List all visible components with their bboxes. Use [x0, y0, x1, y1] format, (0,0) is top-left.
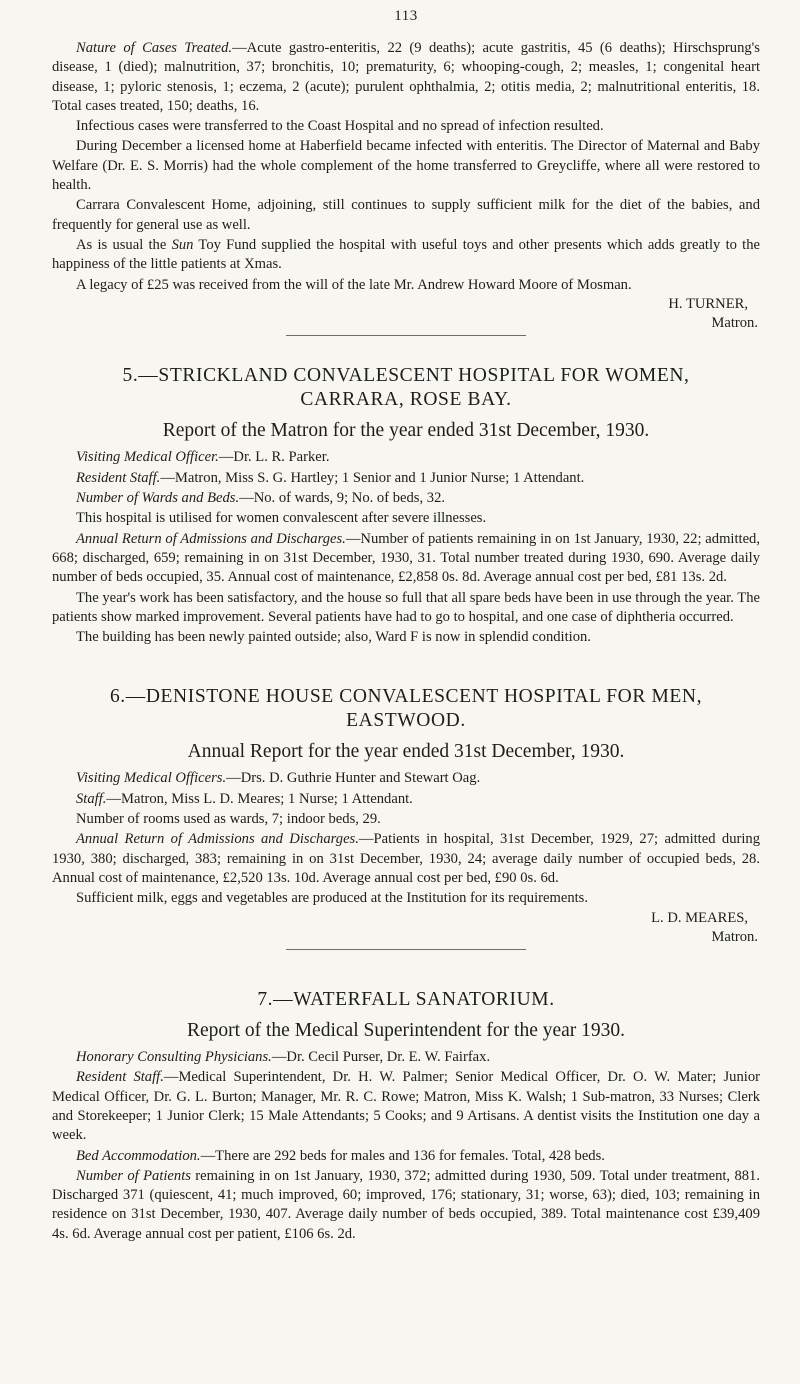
annual-return-paragraph — [52, 530, 760, 588]
nature-of-cases-text: —Acute gastro-enteritis, 22 (9 deaths); acute gastritis, 45 (6 deaths); Hirschsprung's disease, 1 (died); malnutrition, 37; bronchitis, 10; prematurity, 6; whooping-cough, 2; measles, 1; congenital heart disease, 1; pyloric stenosis, 1; eczema, 2 (acute); purulent ophthalmia, 2; otitis media, 2; malnutritional enteritis, 18. Total cases treated, 150; deaths, 16. — [52, 40, 760, 114]
visiting-officer-paragraph — [52, 448, 760, 467]
visiting-officers-paragraph — [52, 769, 760, 788]
wards-beds-label: Number of Wards and Beds. — [76, 490, 240, 507]
section-divider — [286, 335, 526, 336]
resident-staff-label: Resident Staff. — [76, 1069, 164, 1086]
section-5 — [52, 364, 760, 647]
utilised-paragraph: This hospital is utilised for women convalescent after severe illnesses. — [76, 510, 487, 527]
consulting-physicians-text: —Dr. Cecil Purser, Dr. E. W. Fairfax. — [271, 1049, 491, 1066]
signature-title: Matron. — [711, 315, 758, 332]
signature-title: Matron. — [711, 928, 758, 945]
work-paragraph: The year's work has been satisfactory, and the house so full that all spare beds have been in use through the year. The patients show marked improvement. Several patients have had to go to hospital, and one case of diphtheria occurred. — [52, 589, 760, 625]
visiting-officers-label: Visiting Medical Officers. — [76, 770, 227, 787]
signature-name: H. TURNER, — [668, 295, 748, 312]
section-6-title-line2: EASTWOOD. — [346, 710, 466, 732]
visiting-officers-text: —Drs. D. Guthrie Hunter and Stewart Oag. — [226, 770, 481, 787]
milk-paragraph: Sufficient milk, eggs and vegetables are produced at the Institution for its requirements. — [76, 890, 588, 907]
patients-paragraph — [52, 1167, 760, 1244]
nature-of-cases-label: Nature of Cases Treated. — [76, 40, 233, 56]
section-6-subtitle: Annual Report for the year ended 31st December, 1930. — [187, 741, 625, 763]
signature-name: L. D. MEARES, — [651, 909, 748, 926]
building-paragraph: The building has been newly painted outside; also, Ward F is now in splendid condition. — [76, 629, 591, 646]
staff-label: Staff. — [76, 790, 107, 807]
legacy-paragraph: A legacy of £25 was received from the will of the late Mr. Andrew Howard Moore of Mosman. — [76, 276, 632, 293]
sun-paragraph-start: As is usual the — [76, 236, 172, 253]
annual-return-label: Annual Return of Admissions and Discharges. — [76, 530, 346, 547]
section-5-subtitle: Report of the Matron for the year ended 31st December, 1930. — [162, 420, 650, 442]
wards-beds-text: —No. of wards, 9; No. of beds, 32. — [239, 490, 446, 507]
staff-paragraph — [52, 790, 760, 809]
signature-block — [52, 909, 760, 948]
section-5-title-line1: 5.—STRICKLAND CONVALESCENT HOSPITAL FOR WOMEN, — [122, 365, 690, 387]
visiting-officer-text: —Dr. L. R. Parker. — [218, 449, 330, 466]
rooms-paragraph: Number of rooms used as wards, 7; indoor beds, 29. — [76, 811, 381, 828]
bed-accommodation-paragraph — [52, 1147, 760, 1166]
sun-toy-fund-paragraph — [52, 236, 760, 275]
resident-staff-label: Resident Staff. — [76, 469, 161, 486]
consulting-physicians-label: Honorary Consulting Physicians. — [76, 1049, 272, 1066]
wards-beds-paragraph — [52, 489, 760, 508]
section-6-title-line1: 6.—DENISTONE HOUSE CONVALESCENT HOSPITAL FOR MEN, — [109, 686, 703, 708]
resident-staff-text: —Medical Superintendent, Dr. H. W. Palmer; Senior Medical Officer, Dr. O. W. Mater; Junior Medical Officer, Dr. G. L. Burton; Manager, Mr. R. C. Rowe; Matron, Miss K. Walsh; 1 Sub-matron, 33 Nurses; Clerk and Storekeeper; 1 Junior Clerk; 15 Male Attendants; 5 Cooks; and 9 Artisans. A dentist visits the Institution one day a week. — [52, 1069, 760, 1144]
section-divider — [286, 949, 526, 950]
staff-text: —Matron, Miss L. D. Meares; 1 Nurse; 1 Attendant. — [106, 790, 413, 807]
section-7 — [52, 988, 760, 1244]
bed-accommodation-text: —There are 292 beds for males and 136 for females. Total, 428 beds. — [200, 1147, 605, 1164]
signature-block — [52, 295, 760, 334]
bed-accommodation-label: Bed Accommodation. — [76, 1147, 201, 1164]
section-6 — [52, 685, 760, 950]
annual-return-text: —Patients in hospital, 31st December, 1929, 27; admitted during 1930, 380; discharged, 383; remaining in on 31st December, 1930, 24; average daily number of occupied beds, 28. Annual cost of maintenance, £2,520 13s. 10d. Average annual cost per bed, £90 0s. 6d. — [52, 831, 761, 886]
carrara-paragraph: Carrara Convalescent Home, adjoining, still continues to supply sufficient milk for the diet of the babies, and frequently for general use as well. — [52, 197, 760, 233]
resident-staff-paragraph — [52, 1068, 760, 1145]
section-7-subtitle: Report of the Medical Superintendent for the year 1930. — [186, 1020, 626, 1042]
consulting-physicians-paragraph — [52, 1048, 760, 1067]
patients-text: remaining in on 1st January, 1930, 372; admitted during 1930, 509. Total under treatment, 881. Discharged 371 (quiescent, 41; much improved, 60; improved, 176; stationary, 31; worse, 63); died, 103; remaining in residence on 31st December, 1930, 407. Average daily number of beds occupied, 389. Total maintenance cost £39,409 4s. 6d. Average annual cost per patient, £106 6s. 2d. — [52, 1167, 760, 1242]
page-number: 113 — [394, 8, 418, 24]
infectious-paragraph: Infectious cases were transferred to the Coast Hospital and no spread of infection resulted. — [76, 118, 604, 135]
section-5-title-line2: CARRARA, ROSE BAY. — [300, 389, 512, 411]
intro-section — [52, 39, 760, 336]
resident-staff-text: —Matron, Miss S. G. Hartley; 1 Senior and 1 Junior Nurse; 1 Attendant. — [160, 469, 585, 486]
resident-staff-paragraph — [52, 469, 760, 488]
visiting-officer-label: Visiting Medical Officer. — [76, 449, 219, 466]
december-paragraph: During December a licensed home at Haberfield became infected with enteritis. The Director of Maternal and Baby Welfare (Dr. E. S. Morris) had the whole complement of the home transferred to Greycliffe, where all were restored to health. — [52, 138, 760, 194]
annual-return-text: —Number of patients remaining in on 1st January, 1930, 22; admitted, 668; discharged, 659; remaining in on 31st December, 1930, 31. Total number treated during 1930, 690. Average daily number of beds occupied, 35. Annual cost of maintenance, £2,858 0s. 8d. Average annual cost per bed, £81 13s. 2d. — [52, 530, 761, 586]
section-7-title: 7.—WATERFALL SANATORIUM. — [257, 989, 555, 1011]
patients-label: Number of Patients — [76, 1167, 191, 1184]
annual-return-paragraph — [52, 830, 760, 888]
sun-paragraph-end: Toy Fund supplied the hospital with useful toys and other presents which adds greatly to the happiness of the little patients at Xmas. — [52, 236, 760, 273]
sun-newspaper-name: Sun — [171, 236, 194, 253]
nature-of-cases-paragraph — [52, 39, 760, 116]
annual-return-label: Annual Return of Admissions and Discharges. — [76, 831, 359, 848]
